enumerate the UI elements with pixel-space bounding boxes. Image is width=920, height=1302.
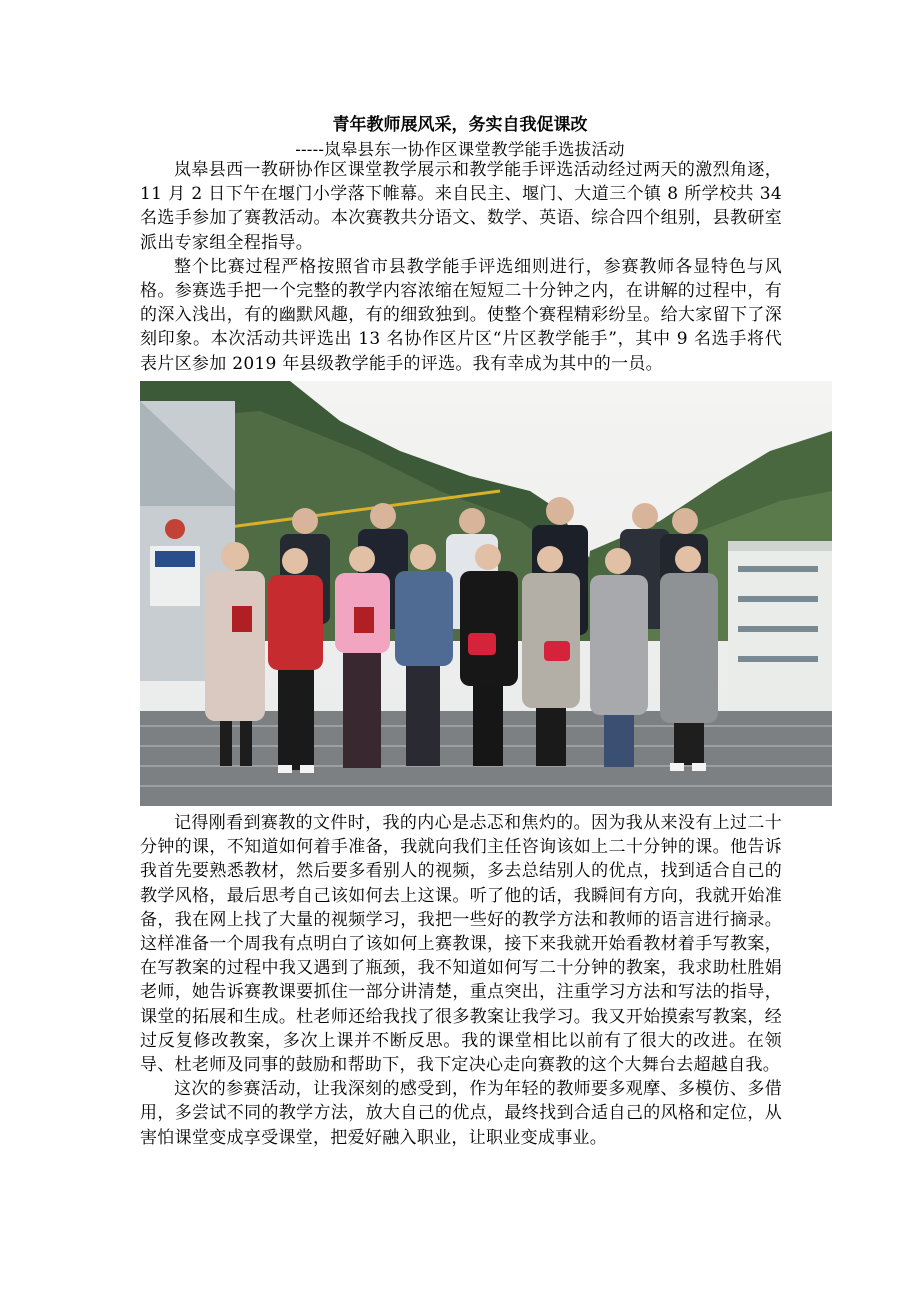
paragraph-intro: 岚皋县西一教研协作区课堂教学展示和教学能手评选活动经过两天的激烈角逐，11 月 2 日下午在堰门小学落下帷幕。来自民主、堰门、大道三个镇 8 所学校共 34 名选手参加了赛教活动。本次赛教共分语文、数学、英语、综合四个组别，县教研室派出专家组全程指导。 bbox=[140, 160, 782, 253]
paragraph-competition: 整个比赛过程严格按照省市县教学能手评选细则进行，参赛教师各显特色与风格。参赛选手把一个完整的教学内容浓缩在短短二十分钟之内，在讲解的过程中，有的深入浅出，有的幽默风趣，有的细致独到。使整个赛程精彩纷呈。给大家留下了深刻印象。本次活动共评选出 13 名协作区片区“片区教学能手”，其中 9 名选手将代表片区参加 2019 年县级教学能手的评选。我有幸成为其中的一员。 bbox=[140, 256, 782, 374]
article-subtitle: -----岚皋县东一协作区课堂教学能手选拔活动 bbox=[295, 140, 625, 159]
article-title: 青年教师展风采，务实自我促课改 bbox=[332, 115, 588, 135]
body-text-bottom bbox=[140, 811, 782, 1150]
group-photo bbox=[140, 381, 832, 806]
paragraph-preparation: 记得刚看到赛教的文件时，我的内心是忐忑和焦灼的。因为我从来没有上过二十分钟的课，不知道如何着手准备，我就向我们主任咨询该如上二十分钟的课。他告诉我首先要熟悉教材，然后要多看别人的视频，多去总结别人的优点，找到适合自己的教学风格，最后思考自己该如何去上这课。听了他的话，我瞬间有方向，我就开始准备，我在网上找了大量的视频学习，我把一些好的教学方法和教师的语言进行摘录。这样准备一个周我有点明白了该如何上赛教课，接下来我就开始看教材着手写教案，在写教案的过程中我又遇到了瓶颈，我不知道如何写二十分钟的教案，我求助杜胜娟老师，她告诉赛教课要抓住一部分讲清楚，重点突出，注重学习方法和写法的指导，课堂的拓展和生成。杜老师还给我找了很多教案让我学习。我又开始摸索写教案，经过反复修改教案，多次上课并不断反思。我的课堂相比以前有了很大的改进。在领导、杜老师及同事的鼓励和帮助下，我下定决心走向赛教的这个大舞台去超越自我。 bbox=[140, 813, 782, 1076]
paragraph-reflection: 这次的参赛活动，让我深刻的感受到，作为年轻的教师要多观摩、多模仿、多借用，多尝试不同的教学方法，放大自己的优点，最终找到合适自己的风格和定位，从害怕课堂变成享受课堂，把爱好融入职业，让职业变成事业。 bbox=[140, 1079, 782, 1148]
body-text-top bbox=[140, 158, 782, 376]
